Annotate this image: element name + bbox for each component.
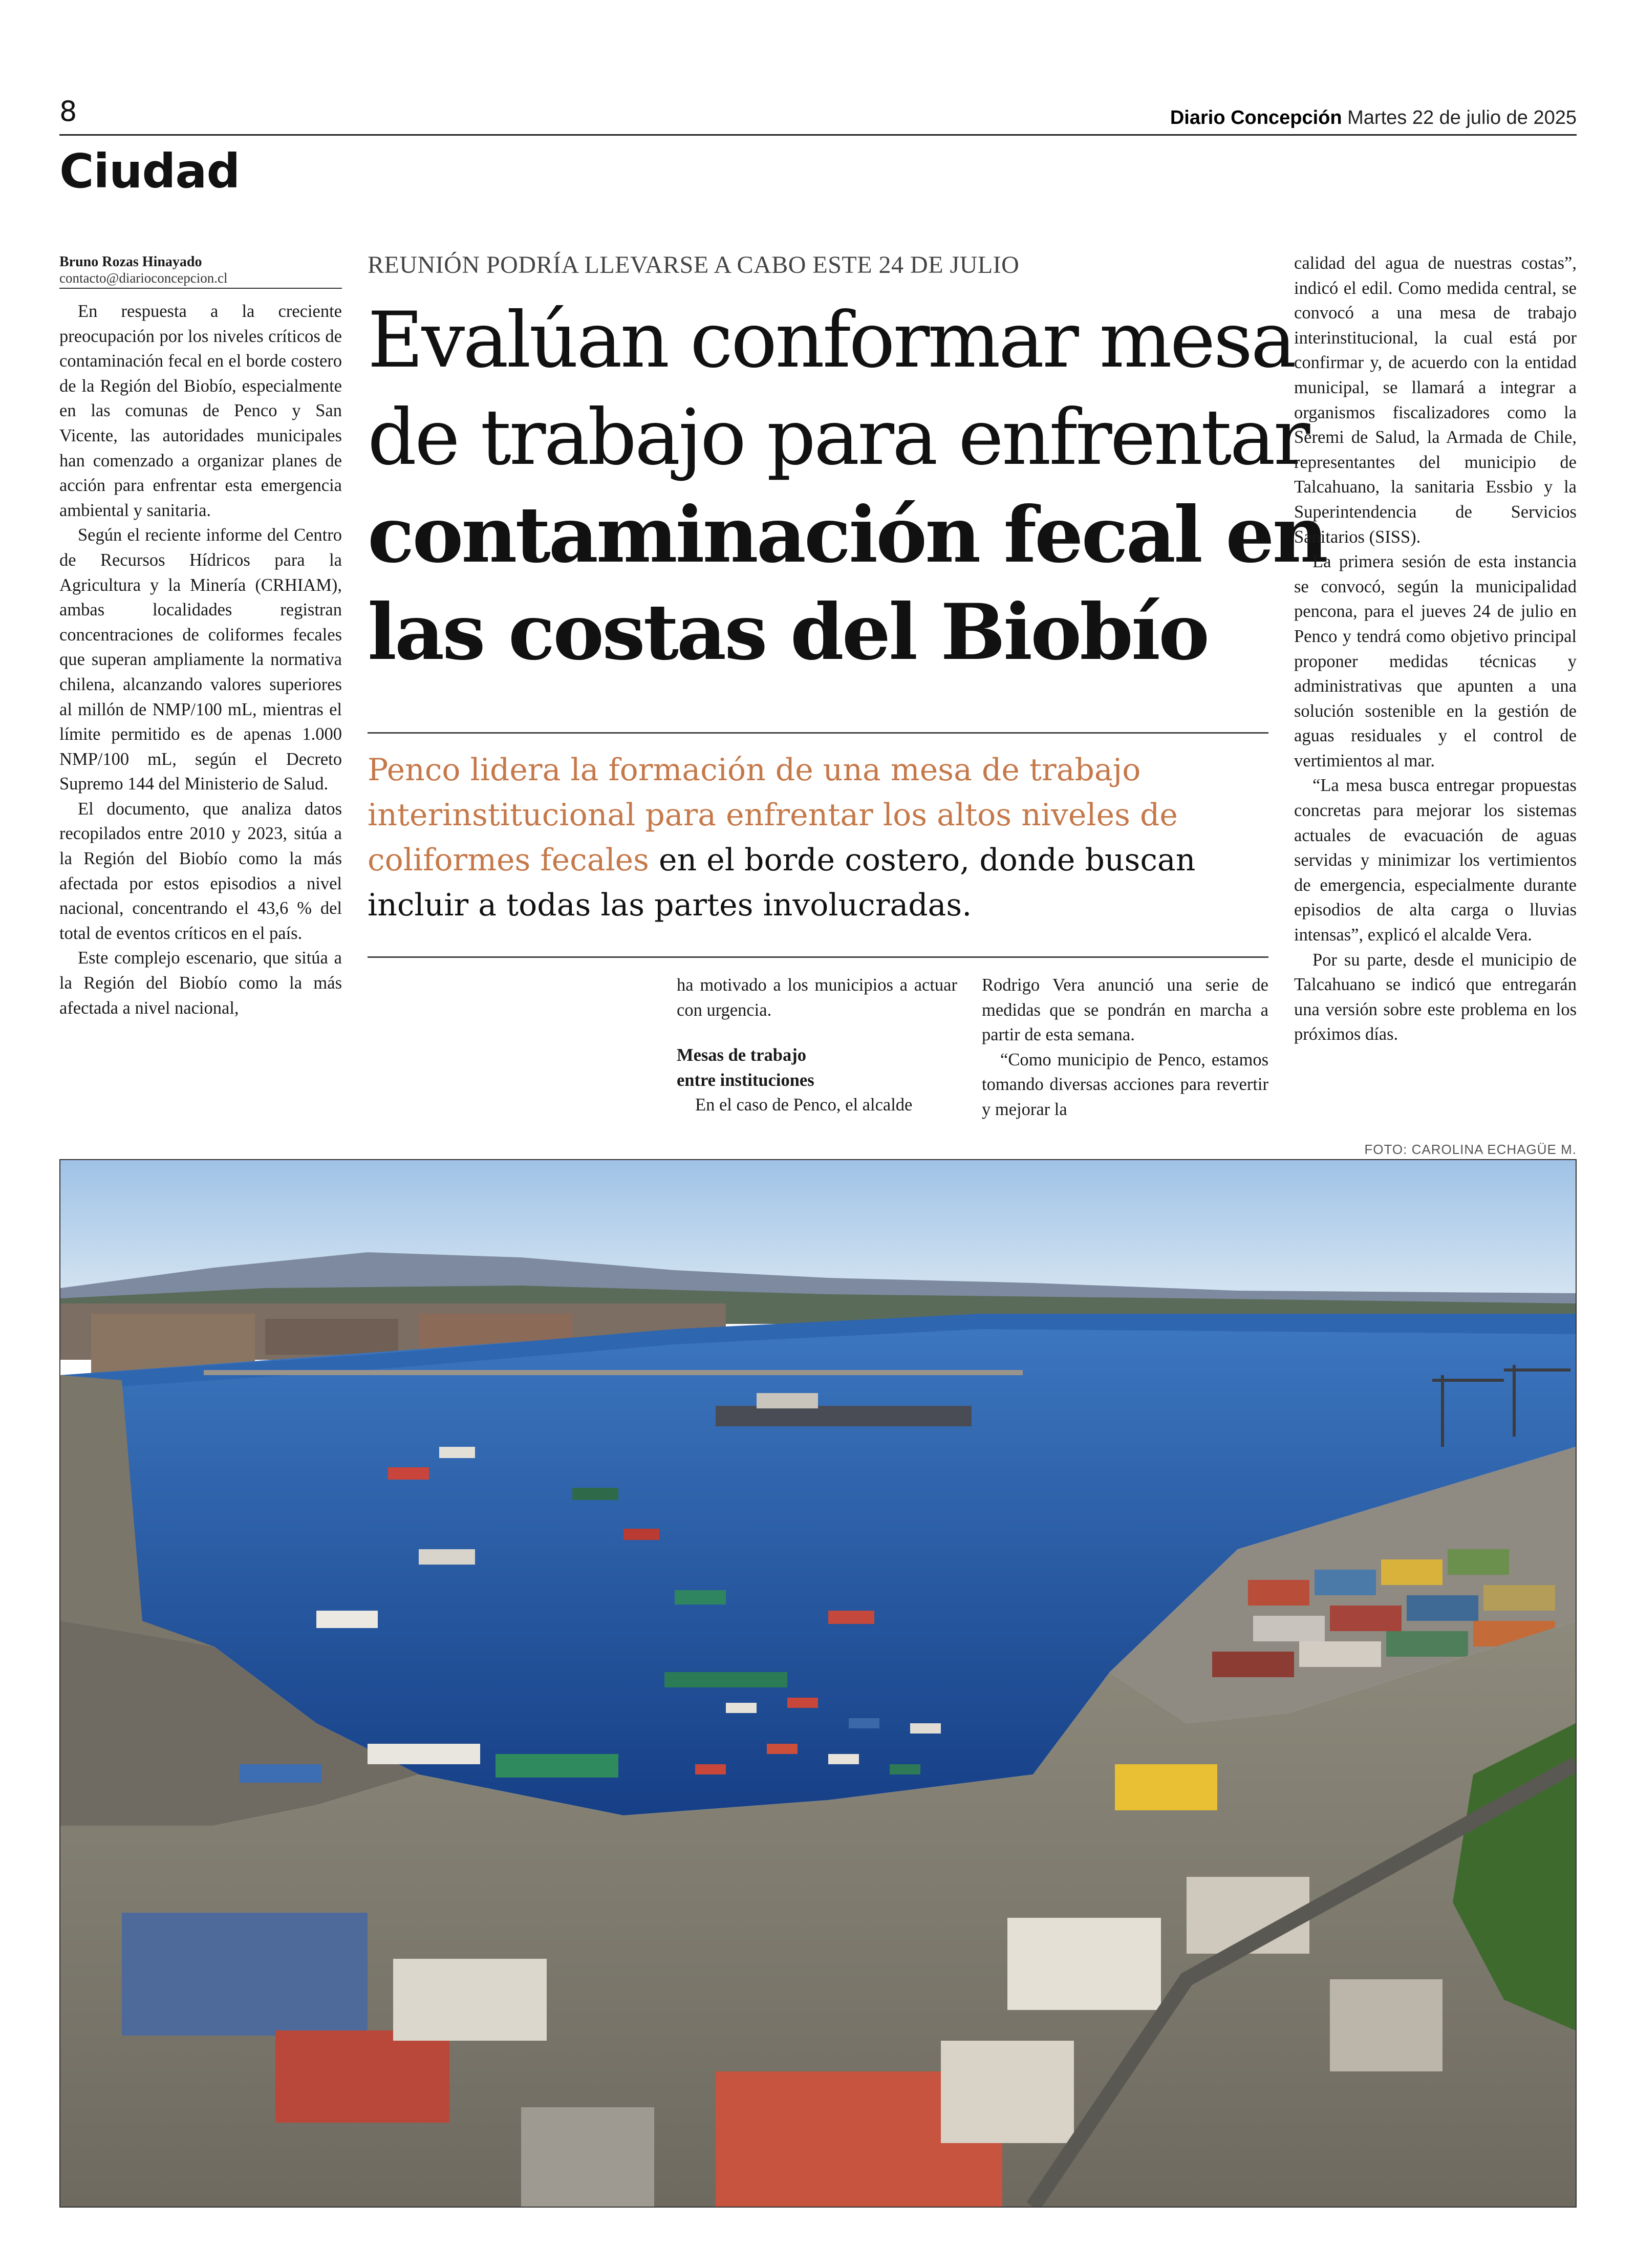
headline [368, 292, 1326, 681]
publication-date: Martes 22 de julio de 2025 [1347, 107, 1577, 129]
body-column-2 [677, 973, 957, 1118]
headline-line-bold: las costas del Biobío [368, 587, 1208, 677]
byline-email: contacto@diarioconcepcion.cl [59, 270, 228, 286]
paragraph: Por su parte, desde el municipio de Talcahuano se indicó que entregarán una versión sobre este problema en los próximos días. [1294, 950, 1577, 1044]
paragraph: La primera sesión de esta instancia se convocó, según la municipalidad pencona, para el jueves 24 de julio en Penco y tendrá como objetivo principal proponer medidas técnicas y administrativas que apunten a una solución sostenible en la gestión de aguas residuales y el control de vertimientos al mar. [1294, 552, 1577, 771]
byline-rule [59, 288, 342, 289]
header-rule [59, 134, 1577, 136]
paragraph: En el caso de Penco, el alcalde [695, 1095, 913, 1115]
kicker: REUNIÓN PODRÍA LLEVARSE A CABO ESTE 24 DE JULIO [368, 251, 1020, 279]
body-column-3 [982, 973, 1268, 1122]
subheading: Mesas de trabajo [677, 1045, 806, 1065]
harbor-illustration [60, 1160, 1576, 2207]
byline-author: Bruno Rozas Hinayado [59, 254, 202, 270]
paragraph: ha motivado a los municipios a actuar con urgencia. [677, 975, 957, 1020]
masthead [1170, 106, 1577, 129]
paragraph: El documento, que analiza datos recopilados entre 2010 y 2023, sitúa a la Región del Biobío como la más afectada por estos episodios a nivel nacional, concentrando el 43,6 % del total de eventos críticos en el país. [59, 799, 342, 943]
paragraph: En respuesta a la creciente preocupación por los niveles críticos de contaminación fecal en el borde costero de la Región del Biobío, especialmente en las comunas de Penco y San Vicente, las autoridades municipales han comenzado a organizar planes de acción para enfrentar esta emergencia ambiental y sanitaria. [59, 302, 342, 520]
photo-credit: FOTO: CAROLINA ECHAGÜE M. [1364, 1142, 1577, 1157]
paragraph: Rodrigo Vera anunció una serie de medidas que se pondrán en marcha a partir de esta semana. [982, 975, 1268, 1045]
subheading: entre instituciones [677, 1070, 814, 1090]
deck-rule-bottom [368, 956, 1268, 958]
page-number: 8 [59, 95, 77, 127]
paragraph: Este complejo escenario, que sitúa a la Región del Biobío como la más afectada a nivel nacional, [59, 948, 342, 1018]
headline-line: de trabajo para enfrentar [368, 393, 1308, 482]
deck-text: en el borde costero, donde buscan incluir a todas las partes involucradas. [368, 842, 1196, 923]
headline-line: Evalúan conformar mesa [368, 296, 1295, 385]
headline-line-bold: contaminación fecal en [368, 490, 1326, 580]
deck-highlight: Penco lidera la formación de una mesa de trabajo interinstitucional para enfrentar los altos niveles de coliformes fecales [368, 752, 1178, 878]
paragraph: “Como municipio de Penco, estamos tomando diversas acciones para revertir y mejorar la [982, 1050, 1268, 1119]
section-title: Ciudad [59, 144, 240, 199]
paragraph: calidad del agua de nuestras costas”, indicó el edil. Como medida central, se convocó a una mesa de trabajo interinstitucional, la cual está por confirmar y, de acuerdo con la entidad municipal, se llamará a integrar a organismos fiscalizadores como la Seremi de Salud, la Armada de Chile, representantes del municipio de Talcahuano, la sanitaria Essbio y la Superintendencia de Servicios Sanitarios (SISS). [1294, 253, 1577, 547]
paragraph: Según el reciente informe del Centro de Recursos Hídricos para la Agricultura y la Minería (CRHIAM), ambas localidades registran concentraciones de coliformes fecales que superan ampliamente la normativa chilena, alcanzando valores superiores al millón de NMP/100 mL, mientras el límite permitido es de apenas 1.000 NMP/100 mL, según el Decreto Supremo 144 del Ministerio de Salud. [59, 525, 342, 794]
harbor-aerial-photo [59, 1159, 1577, 2208]
paragraph: “La mesa busca entregar propuestas concretas para mejorar los sistemas actuales de evacuación de aguas servidas y minimizar los vertimientos de emergencia, especialmente durante episodios de alta carga o lluvias intensas”, explicó el alcalde Vera. [1294, 776, 1577, 945]
body-column-1 [59, 299, 342, 1020]
deck-rule-top [368, 732, 1268, 734]
deck [368, 747, 1268, 928]
publication-name: Diario Concepción [1170, 107, 1342, 129]
body-column-4 [1294, 251, 1577, 1047]
